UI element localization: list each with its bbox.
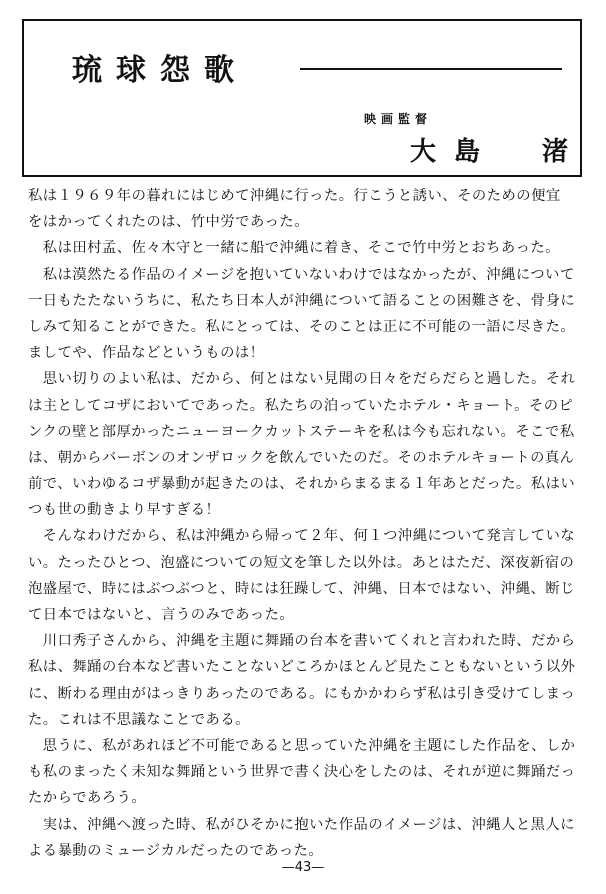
- text-line: 私は漠然たる作品のイメージを抱いていないわけではなかったが、沖縄について: [28, 266, 575, 283]
- author-name: 大島 渚: [410, 137, 587, 167]
- article-title: 琉球怨歌: [72, 53, 248, 88]
- page-number: —43—: [281, 860, 325, 875]
- paragraph: [28, 262, 580, 367]
- text-line: て日本ではないと、言うのみであった。: [28, 607, 295, 623]
- text-line: に、断わる理由がはっきりあったのである。にもかかわらず私は引き受けてしまっ: [28, 685, 576, 702]
- text-line: は、朝からバーボンのオンザロックを飲んでいたのだ。そのホテルキョートの真ん: [28, 449, 575, 466]
- text-line: 私は１９６９年の暮れにはじめて沖縄に行った。行こうと誘い、そのための便宜: [28, 188, 561, 204]
- text-line: をはかってくれたのは、竹中労であった。: [28, 214, 309, 231]
- text-line: 私は、舞踊の台本など書いたことないどころかほとんど見たこともないという以外: [28, 659, 576, 676]
- text-line: 私は田村孟、佐々木守と一緒に船で沖縄に着き、そこで竹中労とおちあった。: [28, 240, 560, 257]
- text-line: た。これは不思議なことである。: [28, 711, 250, 728]
- title-rule: [300, 68, 562, 70]
- title-box: [22, 19, 587, 177]
- text-line: は主としてコザにおいてであった。私たちの泊っていたホテル・キョート。そのピ: [28, 397, 574, 414]
- text-line: 川口秀子さんから、沖縄を主題に舞踊の台本を書いてくれと言われた時、だから: [28, 633, 576, 650]
- text-line: 一日もたたないうちに、私たち日本人が沖縄について語ることの困難さを、骨身に: [28, 292, 576, 309]
- text-line: たからであろう。: [28, 790, 147, 807]
- text-line: 泡盛屋で、時にはぶつぶつと、時には狂躁して、沖縄、日本ではない、沖縄、断じ: [28, 580, 575, 597]
- text-line: 思い切りのよい私は、だから、何とはない見聞の日々をだらだらと過した。それ: [28, 371, 576, 388]
- text-line: つも世の動きより早すぎる！: [28, 502, 221, 519]
- paragraph: [28, 628, 580, 733]
- paragraph: [28, 812, 580, 864]
- text-line: 実は、沖縄へ渡った時、私がひそかに抱いた作品のイメージは、沖縄人と黒人に: [28, 816, 576, 833]
- paragraph: [28, 183, 580, 235]
- text-line: ましてや、作品などというものは！: [28, 345, 265, 362]
- author-role: 映画監督: [364, 112, 433, 126]
- text-line: 思うに、私があれほど不可能であると思っていた沖縄を主題にした作品を、しか: [28, 737, 576, 754]
- paragraph: [28, 366, 580, 523]
- paragraph: [28, 733, 580, 812]
- article-body: [28, 183, 580, 864]
- text-line: よる暴動のミュージカルだったのであった。: [28, 842, 324, 859]
- text-line: ンクの壁と部厚かったニューヨークカットステーキを私は今も忘れない。そこで私: [28, 423, 575, 440]
- paragraph: [28, 523, 580, 628]
- paragraph: [28, 235, 580, 261]
- text-line: 前で、いわゆるコザ暴動が起きたのは、それからまるまる１年あとだった。私はい: [28, 476, 576, 493]
- text-line: い。たったひとつ、泡盛についての短文を筆した以外は。あとはただ、深夜新宿の: [28, 554, 575, 571]
- text-line: そんなわけだから、私は沖縄から帰って２年、何１つ沖縄について発言していな: [28, 528, 576, 545]
- text-line: も私のまったく未知な舞踊という世界で書く決心をしたのは、それが逆に舞踊だっ: [28, 764, 576, 781]
- text-line: しみて知ることができた。私にとっては、そのことは正に不可能の一語に尽きた。: [28, 318, 576, 335]
